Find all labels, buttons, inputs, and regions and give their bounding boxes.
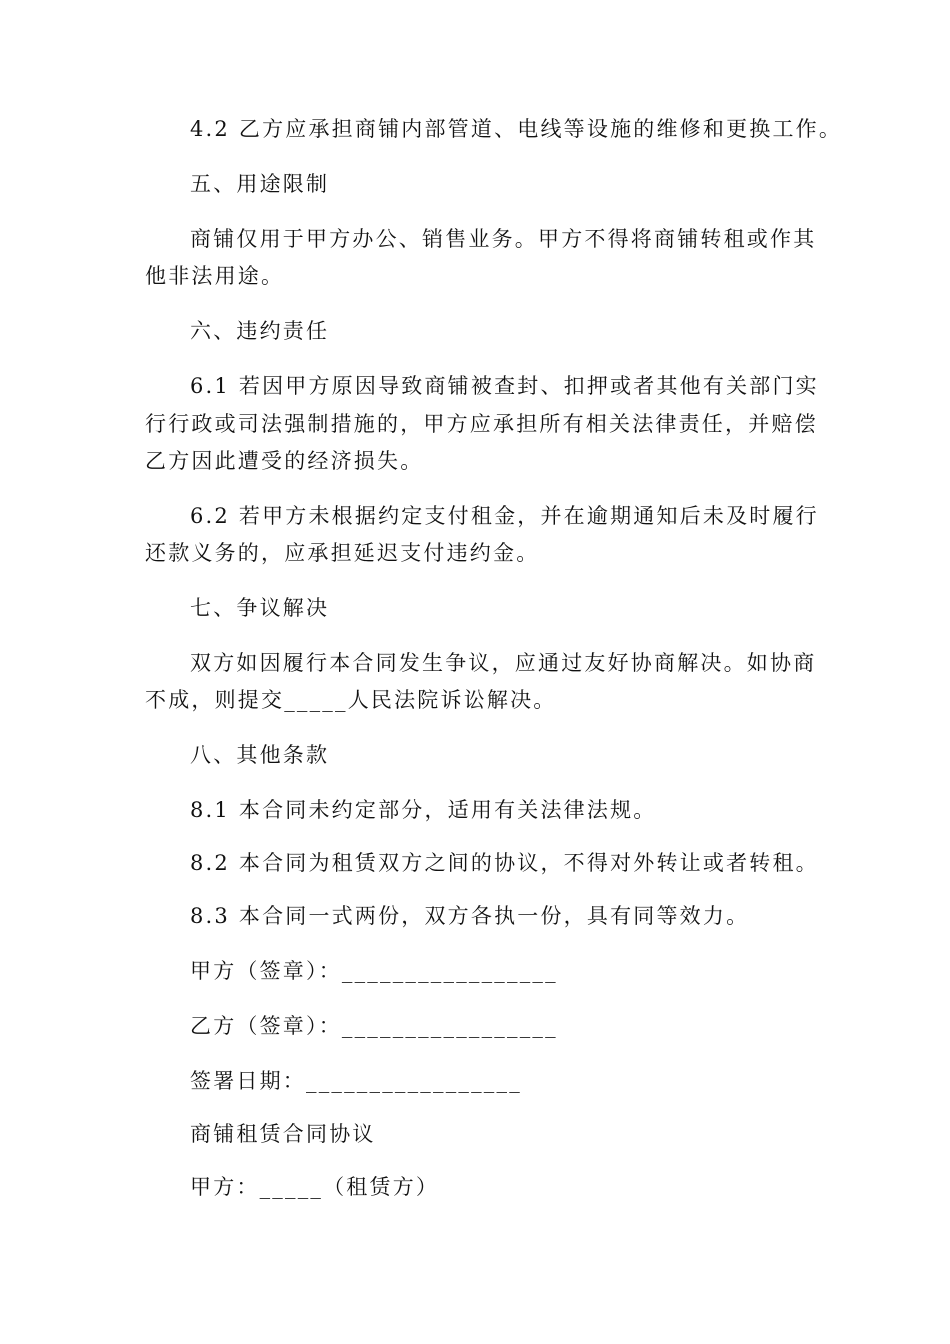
clause-6-1-line-3: 乙方因此遭受的经济损失。 — [145, 449, 424, 473]
clause-4-2: 4.2 乙方应承担商铺内部管道、电线等设施的维修和更换工作。 — [190, 117, 843, 141]
dispute-paragraph-line-2: 不成，则提交_____人民法院诉讼解决。 — [145, 688, 557, 712]
clause-6-2-line-1: 6.2 若甲方未根据约定支付租金，并在逾期通知后未及时履行 — [190, 504, 819, 528]
usage-paragraph-line-1: 商铺仅用于甲方办公、销售业务。甲方不得将商铺转租或作其 — [190, 227, 817, 251]
section-heading-dispute: 七、争议解决 — [190, 596, 330, 620]
clause-8-3: 8.3 本合同一式两份，双方各执一份，具有同等效力。 — [190, 904, 750, 928]
party-a-line: 甲方：_____（租赁方） — [190, 1175, 440, 1199]
section-heading-usage: 五、用途限制 — [190, 172, 330, 196]
clause-6-2-line-2: 还款义务的，应承担延迟支付违约金。 — [145, 541, 540, 565]
signing-date-line: 签署日期：_________________ — [190, 1069, 522, 1093]
party-a-signature-line: 甲方（签章）：_________________ — [190, 959, 558, 983]
clause-8-1: 8.1 本合同未约定部分，适用有关法律法规。 — [190, 798, 657, 822]
clause-6-1-line-2: 行行政或司法强制措施的，甲方应承担所有相关法律责任，并赔偿 — [145, 412, 818, 436]
contract-title: 商铺租赁合同协议 — [190, 1122, 376, 1146]
usage-paragraph-line-2: 他非法用途。 — [145, 264, 285, 288]
dispute-paragraph-line-1: 双方如因履行本合同发生争议，应通过友好协商解决。如协商 — [190, 651, 817, 675]
party-b-signature-line: 乙方（签章）：_________________ — [190, 1014, 558, 1038]
section-heading-other: 八、其他条款 — [190, 743, 330, 767]
clause-6-1-line-1: 6.1 若因甲方原因导致商铺被查封、扣押或者其他有关部门实 — [190, 374, 819, 398]
clause-8-2: 8.2 本合同为租赁双方之间的协议，不得对外转让或者转租。 — [190, 851, 819, 875]
section-heading-liability: 六、违约责任 — [190, 319, 330, 343]
